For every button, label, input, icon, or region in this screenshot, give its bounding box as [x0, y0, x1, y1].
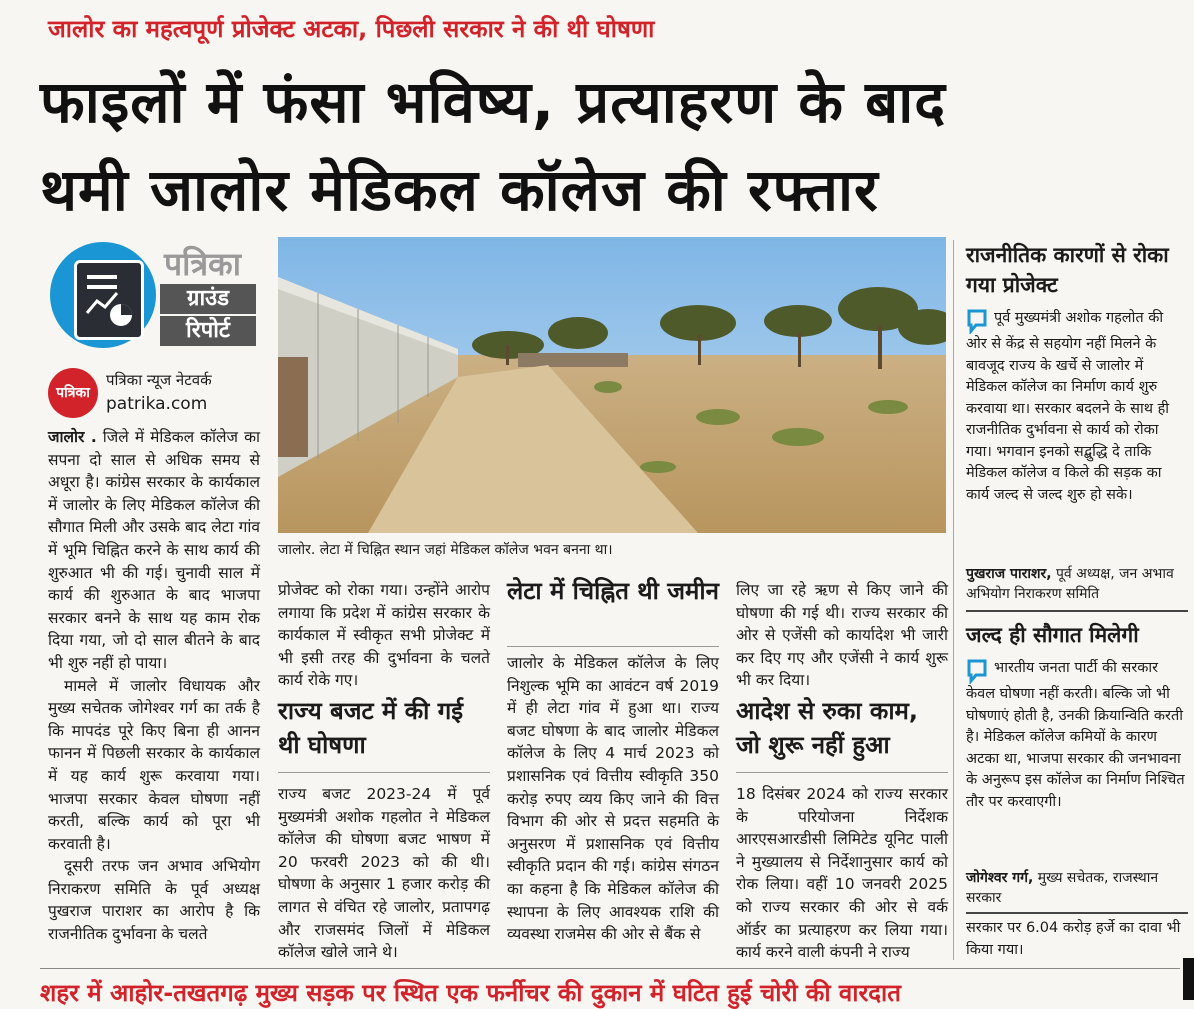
- next-story-headline: शहर में आहोर-तखतगढ़ मुख्य सड़क पर स्थित एक फर्नीचर की दुकान में घटित हुई चोरी की वारदात: [40, 979, 901, 1007]
- col4-paragraph-1: लिए जा रहे ऋण से किए जाने की घोषणा की गई थी। राज्य सरकार की ओर से एजेंसी को कार्यादेश भी जारी कर दिए गए और एजेंसी ने कार्य शुरू भी कर दिया।: [736, 581, 948, 690]
- report-chart-icon: [74, 260, 144, 340]
- column-4-body: [736, 783, 948, 964]
- col2-subhead: राज्य बजट में की गई थी घोषणा: [278, 697, 464, 759]
- col2-paragraph-2: राज्य बजट 2023-24 में पूर्व मुख्यमंत्री अशोक गहलोत ने मेडिकल कॉलेज की घोषणा बजट भाषण में 20 फरवरी 2023 को की थी। घोषणा के अनुसार 1 हजार करोड़ की लागत से वंचित रहे जालोर, प्रतापगढ़ और राजसमंद जिलों में मेडिकल कॉलेज खोले जाने थे।: [278, 785, 490, 962]
- quote-icon: [966, 308, 988, 334]
- side2-signature: [966, 868, 1188, 908]
- byline-site[interactable]: patrika.com: [106, 394, 208, 414]
- badge-line-1: ग्राउंड: [160, 284, 256, 314]
- badge-brand: पत्रिका: [164, 245, 241, 283]
- side2-sig-title: मुख्य सचेतक, राजस्थान सरकार: [966, 870, 1159, 906]
- column-1: [48, 426, 260, 946]
- headline-line-1: फाइलों में फंसा भविष्य, प्रत्याहरण के बाद: [40, 68, 947, 136]
- col3-subhead-rule: [507, 646, 719, 647]
- edge-bar: [1183, 958, 1194, 1000]
- kicker: जालोर का महत्वपूर्ण प्रोजेक्ट अटका, पिछली सरकार ने की थी घोषणा: [48, 15, 655, 43]
- col1-paragraph-2: मामले में जालोर विधायक और मुख्य सचेतक जोगेश्वर गर्ग का तर्क है कि मापदंड पूरे किए बिना ही आनन फानन में पिछली सरकार के कार्यकाल में यह कार्य शुरू करवाया गया। भाजपा सरकार केवल घोषणा नहीं करती, बल्कि कार्य को पूरा भी करवाती है।: [48, 676, 260, 853]
- headline: [40, 58, 1190, 234]
- byline-network: पत्रिका न्यूज नेटवर्क: [106, 371, 212, 389]
- site-photo: [278, 237, 946, 533]
- side-separator-2: [966, 912, 1188, 914]
- side1-body: [966, 308, 1188, 506]
- side1-heading: राजनीतिक कारणों से रोका गया प्रोजेक्ट: [966, 243, 1169, 297]
- col4-subhead-rule: [736, 772, 948, 773]
- side2-text: भारतीय जनता पार्टी की सरकार केवल घोषणा नहीं करती। बल्कि जो भी घोषणाएं होती है, उनकी क्रियान्विति करती है। मेडिकल कॉलेज कमियों के कारण अटका था, भाजपा सरकार की जनभावना के अनुरूप इस कॉलेज का निर्माण निश्चित तौर पर करवाएगी।: [966, 660, 1185, 810]
- side2-heading: जल्द ही सौगात मिलेगी: [966, 623, 1139, 647]
- column-2-body: [278, 783, 490, 964]
- side1-text: पूर्व मुख्यमंत्री अशोक गहलोत की ओर से केंद्र से सहयोग नहीं मिलने के बावजूद राज्य के खर्चे से जालोर में मेडिकल कॉलेज का निर्माण कार्य शुरु करवाया था। सरकार बदलने के साथ ही राजनीतिक दुर्भावना से कार्य को रोका गया। भगवान इनको सद्बुद्धि दे ताकि मेडिकल कॉलेज व किले की सड़क का कार्य जल्द से जल्द शुरु हो सके।: [966, 310, 1170, 503]
- col2-paragraph-1: प्रोजेक्ट को रोका गया। उन्होंने आरोप लगाया कि प्रदेश में कांग्रेस सरकार के कार्यकाल में स्वीकृत सभी प्रोजेक्ट में भी इसी तरह की दुर्भावना के चलते कार्य रोके गए।: [278, 581, 490, 690]
- side1-sig-title: पूर्व अध्यक्ष, जन अभाव अभियोग निराकरण समिति: [966, 566, 1174, 602]
- side2-body: [966, 658, 1188, 813]
- side-separator-1: [966, 610, 1188, 612]
- photo-caption: जालोर. लेटा में चिह्नित स्थान जहां मेडिकल कॉलेज भवन बनना था।: [278, 542, 613, 558]
- side1-sig-name: पुखराज पाराशर,: [966, 566, 1052, 582]
- col1-paragraph-3: दूसरी तरफ जन अभाव अभियोग निराकरण समिति के पूर्व अध्यक्ष पुखराज पाराशर का आरोप है कि राजनीतिक दुर्भावना के चलते: [48, 857, 260, 944]
- col3-paragraph-1: जालोर के मेडिकल कॉलेज के लिए निशुल्क भूमि का आवंटन वर्ष 2019 में ही लेटा गांव में हुआ था। राज्य बजट घोषणा के बाद जालोर मेडिकल कॉलेज के लिए 4 मार्च 2023 को प्रशासनिक एवं वित्तीय स्वीकृति 350 करोड़ रुपए व्यय किए जाने की वित्त विभाग की ओर से प्रदत्त सहमति के अनुसरण में प्रशासनिक एवं वित्तीय स्वीकृति प्रदान की गई। कांग्रेस संगठन का कहना है कि मेडिकल कॉलेज की स्थापना के लिए आवश्यक राशि की व्यवस्था राजमेस की ओर से बैंक से: [507, 654, 719, 944]
- col2-subhead-rule: [278, 772, 490, 773]
- footer-rule: [40, 968, 1180, 969]
- patrika-logo: पत्रिका: [48, 368, 98, 418]
- side2-sig-name: जोगेश्वर गर्ग,: [966, 870, 1034, 886]
- side3-text: सरकार पर 6.04 करोड़ हर्जे का दावा भी किया गया।: [966, 920, 1181, 958]
- column-3: [507, 652, 719, 946]
- column-4: [736, 579, 948, 692]
- col1-paragraph-1: जिले में मेडिकल कॉलेज का सपना दो साल से अधिक समय से अधूरा है। कांग्रेस सरकार के कार्यकाल में जालोर के लिए मेडिकल कॉलेज की सौगात मिली और उसके बाद लेटा गांव में भूमि चिह्नित करने के साथ कार्य की शुरुआत भी की गई। चुनावी साल में कार्य की शुरुआत के बाद भाजपा सरकार बनने के साथ यह काम रोक दिया गया, जो दो साल बीतने के बाद भी शुरु नहीं हो पाया।: [48, 428, 260, 672]
- sidebar-divider: [953, 240, 954, 960]
- badge-line-2: रिपोर्ट: [160, 316, 256, 346]
- col4-subhead: आदेश से रुका काम, जो शुरू नहीं हुआ: [736, 697, 918, 759]
- side1-signature: [966, 564, 1188, 604]
- col3-subhead: लेटा में चिह्नित थी जमीन: [507, 577, 719, 605]
- headline-line-2: थमी जालोर मेडिकल कॉलेज की रफ्तार: [40, 156, 879, 224]
- dateline: जालोर .: [48, 428, 97, 446]
- column-2: [278, 579, 490, 692]
- col4-paragraph-2: 18 दिसंबर 2024 को राज्य सरकार के परियोजना निर्देशक आरएसआरडीसी लिमिटेड यूनिट पाली ने मुख्यालय से निर्देशानुसार कार्य को रोक लिया। वहीं 10 जनवरी 2025 को राज्य सरकार की ओर से वर्क ऑर्डर का प्रत्याहरण कर लिया गया। कार्य करने वाली कंपनी ने राज्य: [736, 785, 948, 962]
- quote-icon: [966, 658, 988, 684]
